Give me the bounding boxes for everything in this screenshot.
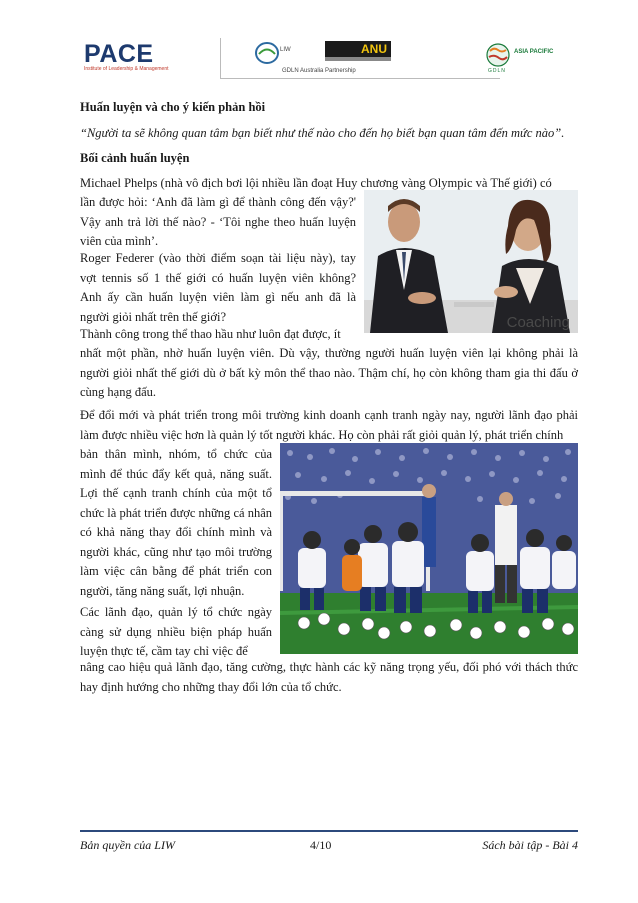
header-underline <box>220 78 500 79</box>
liw-logo-name: LIW <box>280 47 291 53</box>
header-divider <box>220 38 221 78</box>
paragraph-success: nhất một phần, nhờ huấn luyện viên. Dù vậy, thường người huấn luyện viên lại không phải là người giỏi nhất thế giới dù ở bất kỳ môn thể thao nào. Thậm chí, họ còn không tham gia thi đấu ở cùng hạng đấu. <box>80 346 578 399</box>
asia-pacific-logo <box>484 42 564 76</box>
paragraph-leaders: Các lãnh đạo, quản lý tổ chức ngày càng sử dụng nhiều biện pháp huấn luyện thực tế, cầm tay chỉ việc để <box>80 605 272 658</box>
paragraph-innovation: Để đổi mới và phát triển trong môi trường kinh doanh cạnh tranh ngày nay, người lãnh đạo phải làm được nhiều việc hơn là quản lý tốt người khác. Họ còn phải rất giỏi quản lý, phát triển chính <box>80 408 578 442</box>
coaching-photo <box>364 190 578 333</box>
paragraph-innovation-cont: bản thân mình, nhóm, tổ chức của mình để thúc đẩy kết quả, năng suất. Lợi thế cạnh tranh chính của một tổ chức là phát triển được những cá nhân có khả năng thay đổi chính mình và người khác, cũng như tạo môi trường làm việc cân bằng để phát triển con người, tăng năng suất, lợi nhuận. <box>80 447 272 598</box>
section-title: Huấn luyện và cho ý kiến phản hồi <box>80 100 266 114</box>
globe-icon <box>484 42 512 68</box>
footer-page-number: 4/10 <box>310 838 332 852</box>
partnership-label: GDLN Australia Partnership <box>282 68 356 74</box>
asia-pacific-name: ASIA PACIFIC <box>514 49 554 55</box>
footer-rule <box>80 830 578 832</box>
paragraph-phelps: lần được hỏi: ‘Anh đã làm gì để thành công đến vậy?' Vậy anh trả lời thế nào? - ‘Tôi nghe theo huấn luyện viên của mình’. <box>80 195 356 248</box>
footer-copyright: Bản quyền của LIW <box>80 838 175 852</box>
pace-logo <box>84 40 169 74</box>
paragraph-federer: Roger Federer (vào thời điểm soạn tài liệu này), tay vợt tennis số 1 thế giới có huấn luyện viên không? Anh ấy cần huấn luyện viên làm gì nếu anh đã là người giỏi nhất trên thế giới? <box>80 251 356 324</box>
football-photo <box>280 443 578 654</box>
opening-quote: “Người ta sẽ không quan tâm bạn biết như thế nào cho đến họ biết bạn quan tâm đến mức nào”. <box>80 126 565 140</box>
anu-logo <box>325 41 391 57</box>
pace-logo-name: PACE <box>84 40 154 68</box>
pace-logo-subtitle: Institute of Leadership & Management <box>84 66 169 72</box>
paragraph-phelps-line1: Michael Phelps (nhà vô địch bơi lội nhiều lần đoạt Huy chương vàng Olympic và Thế giới) có <box>80 176 552 190</box>
subheading: Bối cảnh huấn luyện <box>80 151 190 165</box>
gdln-name: GDLN <box>488 68 506 74</box>
liw-logo <box>255 41 299 65</box>
anu-logo-name: ANU <box>361 42 387 56</box>
footer-book-title: Sách bài tập - Bài 4 <box>482 838 578 852</box>
paragraph-success-line1: Thành công trong thể thao hầu như luôn đạt được, ít <box>80 327 341 341</box>
coaching-label: Coaching <box>506 314 570 331</box>
page-header <box>80 38 565 80</box>
anu-logo-band <box>325 57 391 61</box>
paragraph-leaders-cont: nâng cao hiệu quả lãnh đạo, tăng cường, thực hành các kỹ năng trọng yếu, đối phó với thách thức hay định hướng cho những thay đổi lớn của tổ chức. <box>80 660 578 694</box>
